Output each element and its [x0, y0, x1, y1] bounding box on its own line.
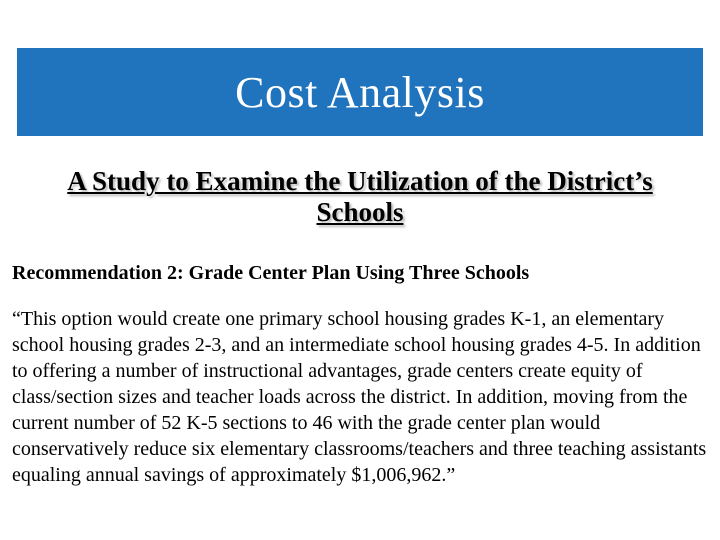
recommendation-heading: Recommendation 2: Grade Center Plan Using Three Schools: [12, 262, 530, 284]
slide-subtitle: A Study to Examine the Utilization of the District’s Schools: [67, 166, 653, 227]
title-banner: [17, 48, 703, 136]
recommendation-quote: “This option would create one primary school housing grades K-1, an elementary school housing grades 2-3, and an intermediate school housing grades 4-5. In addition to offering a number of instructional advantages, grade centers create equity of class/section sizes and teacher loads across the district. In addition, moving from the current number of 52 K-5 sections to 46 with the grade center plan would conservatively reduce six elementary classrooms/teachers and three teaching assistants equaling annual savings of approximately $1,006,962.”: [12, 308, 707, 486]
slide-title: Cost Analysis: [235, 67, 485, 117]
